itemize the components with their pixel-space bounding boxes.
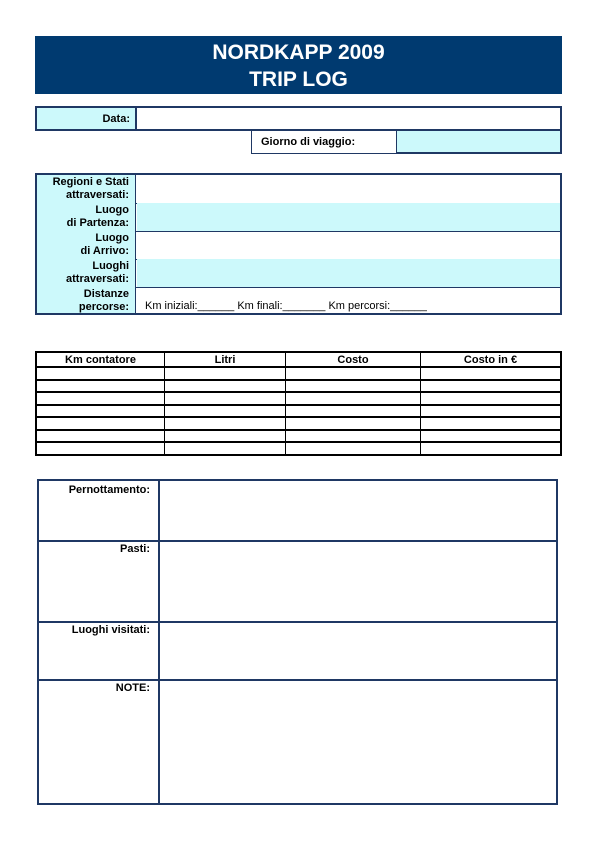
table-cell[interactable] (36, 442, 165, 455)
fuel-table (35, 351, 562, 456)
table-cell[interactable] (165, 442, 286, 455)
info-label-line: Luoghi (92, 260, 129, 272)
info-label (37, 287, 136, 313)
table-row (36, 380, 561, 393)
table-row (36, 405, 561, 418)
table-row (36, 417, 561, 430)
table-row (36, 392, 561, 405)
info-label-line: Luogo (95, 204, 129, 216)
info-label (37, 231, 136, 259)
note-field[interactable] (162, 679, 556, 803)
arrivo-field[interactable] (137, 231, 560, 259)
pasti-field[interactable] (162, 540, 556, 621)
giorno-label: Giorno di viaggio: (251, 130, 397, 154)
km-distances-field[interactable]: Km iniziali:______ Km finali:_______ Km percorsi:______ (145, 300, 427, 312)
note-row-note (39, 679, 556, 803)
partenza-field[interactable] (137, 203, 560, 231)
info-label-line: di Partenza: (66, 217, 129, 229)
giorno-field[interactable] (396, 130, 562, 154)
info-row-arrivo (37, 231, 560, 260)
note-label: NOTE: (39, 679, 160, 803)
note-row-luoghi-visitati (39, 621, 556, 681)
luoghi-attraversati-field[interactable] (137, 259, 560, 287)
luoghi-visitati-label: Luoghi visitati: (39, 621, 160, 679)
table-row (36, 367, 561, 380)
table-cell[interactable] (165, 417, 286, 430)
regioni-field[interactable] (137, 175, 560, 203)
table-row (36, 442, 561, 455)
column-header-costo: Costo (286, 352, 421, 367)
table-cell[interactable] (165, 405, 286, 418)
info-label-line: attraversati: (66, 273, 129, 285)
info-row-distanze (37, 287, 560, 313)
table-cell[interactable] (165, 367, 286, 380)
pasti-label: Pasti: (39, 540, 160, 621)
table-cell[interactable] (36, 430, 165, 443)
page-subtitle: TRIP LOG (249, 68, 348, 91)
data-field[interactable] (135, 106, 562, 131)
info-label (37, 175, 136, 203)
table-cell[interactable] (421, 392, 562, 405)
table-cell[interactable] (421, 380, 562, 393)
info-row-luoghi (37, 259, 560, 288)
info-row-regioni (37, 175, 560, 204)
table-cell[interactable] (421, 442, 562, 455)
info-label (37, 203, 136, 231)
table-cell[interactable] (421, 367, 562, 380)
trip-info-table (35, 173, 562, 315)
pernottamento-label: Pernottamento: (39, 481, 160, 540)
fuel-table-header-row (36, 352, 561, 367)
info-label-line: Distanze (83, 288, 129, 300)
page-title-banner (35, 36, 562, 94)
column-header-costo-euro: Costo in € (421, 352, 562, 367)
table-cell[interactable] (36, 405, 165, 418)
note-row-pernottamento (39, 481, 556, 542)
column-header-km: Km contatore (36, 352, 165, 367)
table-cell[interactable] (165, 380, 286, 393)
table-cell[interactable] (286, 442, 421, 455)
luoghi-visitati-field[interactable] (162, 621, 556, 679)
table-row (36, 430, 561, 443)
table-cell[interactable] (286, 417, 421, 430)
table-cell[interactable] (286, 367, 421, 380)
page-title: NORDKAPP 2009 (212, 41, 385, 64)
table-cell[interactable] (36, 367, 165, 380)
table-cell[interactable] (36, 392, 165, 405)
table-cell[interactable] (286, 392, 421, 405)
table-cell[interactable] (36, 380, 165, 393)
table-cell[interactable] (286, 405, 421, 418)
info-label-line: Luogo (95, 232, 129, 244)
info-label-line: percorse: (78, 301, 129, 313)
table-cell[interactable] (286, 430, 421, 443)
info-label-line: Regioni e Stati (52, 176, 129, 188)
table-cell[interactable] (421, 430, 562, 443)
table-cell[interactable] (165, 430, 286, 443)
pernottamento-field[interactable] (162, 481, 556, 540)
table-cell[interactable] (421, 417, 562, 430)
note-row-pasti (39, 540, 556, 623)
table-cell[interactable] (36, 417, 165, 430)
info-label-line: di Arrivo: (80, 245, 129, 257)
table-cell[interactable] (286, 380, 421, 393)
column-header-litri: Litri (165, 352, 286, 367)
info-row-partenza (37, 203, 560, 232)
data-label: Data: (35, 106, 136, 131)
table-cell[interactable] (165, 392, 286, 405)
table-cell[interactable] (421, 405, 562, 418)
info-label (37, 259, 136, 287)
info-label-line: attraversati: (66, 189, 129, 201)
notes-table (37, 479, 558, 805)
